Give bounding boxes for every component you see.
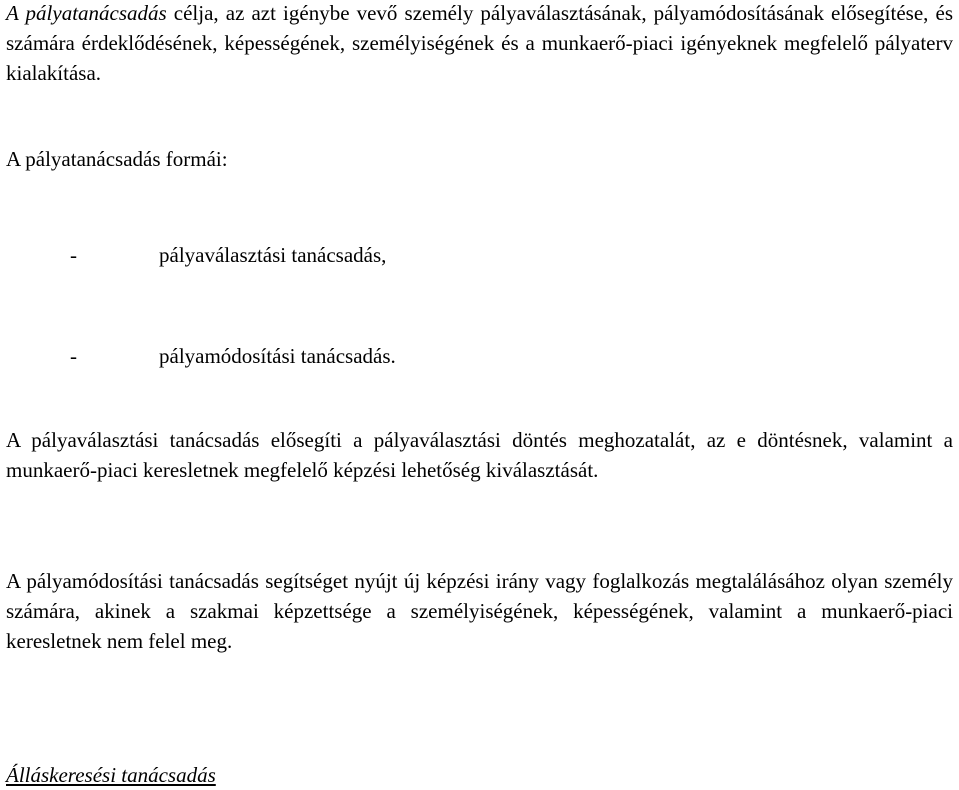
choice-paragraph: A pályaválasztási tanácsadás elősegíti a pályaválasztási döntés meghozatalát, az e döntésnek, valamint a munkaerő-piaci keresletnek megfelelő képzési lehetőség kiválasztását. xyxy=(6,428,953,482)
intro-text: célja, az azt igénybe vevő személy pályaválasztásának, pályamódosításának elősegítése, és számára érdeklődésének, képességének, személyiségének és a munkaerő-piaci igényeknek megfelelő pályaterv kialakítása. xyxy=(6,1,953,85)
list-dash: - xyxy=(70,243,77,267)
intro-term: A pályatanácsadás xyxy=(6,1,167,25)
change-paragraph: A pályamódosítási tanácsadás segítséget nyújt új képzési irány vagy foglalkozás megtalálásához olyan személy számára, akinek a szakmai képzettsége a személyiségének, képességének, valamint a munkaerő-piaci keresletnek nem felel meg. xyxy=(6,569,953,653)
section-heading: Álláskeresési tanácsadás xyxy=(6,763,216,787)
intro-paragraph xyxy=(6,0,953,88)
list-item-label: pályamódosítási tanácsadás. xyxy=(159,344,396,368)
forms-heading: A pályatanácsadás formái: xyxy=(6,147,228,171)
list-item-label: pályaválasztási tanácsadás, xyxy=(159,243,387,267)
list-dash: - xyxy=(70,344,77,368)
